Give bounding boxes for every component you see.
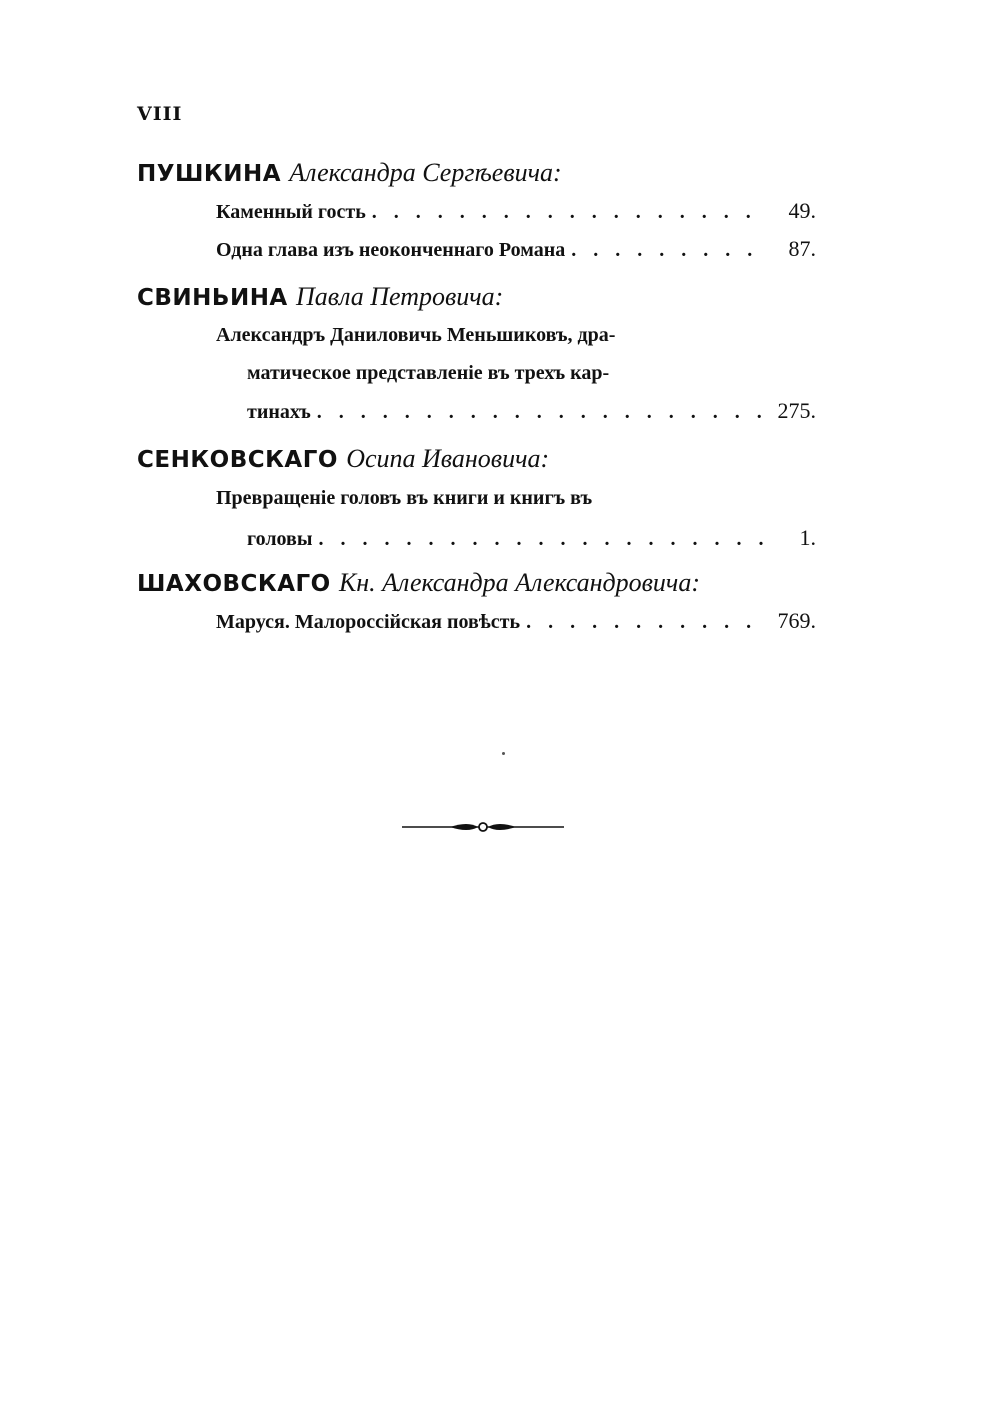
leader-dots xyxy=(571,239,766,262)
author-given-name: Кн. Александра Александровича: xyxy=(338,568,700,597)
author-heading-pushkin xyxy=(137,158,562,188)
print-speck xyxy=(502,752,505,755)
author-heading-shakhovskoy xyxy=(137,568,700,598)
entry-page: 49. xyxy=(788,198,816,223)
leader-dots xyxy=(317,401,766,424)
author-given-name: Осипа Ивановича: xyxy=(346,444,550,473)
entry-title-line: Превращеніе головъ въ книги и книгъ въ xyxy=(216,487,593,509)
entry-title: Одна глава изъ неоконченнаго Романа xyxy=(216,239,566,261)
leader-dots xyxy=(318,528,766,551)
entry-title: Каменный гость xyxy=(216,201,366,223)
author-given-name: Александра Сергѣевича: xyxy=(289,158,562,187)
toc-entry xyxy=(216,608,816,634)
author-heading-senkovsky xyxy=(137,444,549,474)
entry-page: 1. xyxy=(799,525,816,550)
entry-title: тинахъ xyxy=(247,401,311,423)
author-surname: СЕНКОВСКАГО xyxy=(137,447,338,473)
toc-entry xyxy=(216,236,816,262)
author-surname: ШАХОВСКАГО xyxy=(137,571,331,597)
leader-dots xyxy=(526,611,766,634)
entry-page: 275. xyxy=(777,398,816,423)
entry-page: 87. xyxy=(788,236,816,261)
toc-entry xyxy=(247,398,816,424)
entry-title-line: Александръ Даниловичь Меньшиковъ, дра- xyxy=(216,324,616,346)
entry-title: головы xyxy=(247,528,313,550)
entry-title-line: матическое представленіе въ трехъ кар- xyxy=(247,362,610,384)
author-surname: ПУШКИНА xyxy=(137,161,281,187)
author-surname: СВИНЬИНА xyxy=(137,285,288,311)
entry-title: Маруся. Малороссійская повѣсть xyxy=(216,611,521,633)
entry-page: 769. xyxy=(777,608,816,633)
author-heading-svinin xyxy=(137,282,503,312)
toc-entry xyxy=(247,525,816,551)
toc-entry xyxy=(216,198,816,224)
ornament-divider-icon xyxy=(402,817,564,837)
author-given-name: Павла Петровича: xyxy=(296,282,504,311)
leader-dots xyxy=(372,201,766,224)
page-number: VIII xyxy=(137,103,183,125)
